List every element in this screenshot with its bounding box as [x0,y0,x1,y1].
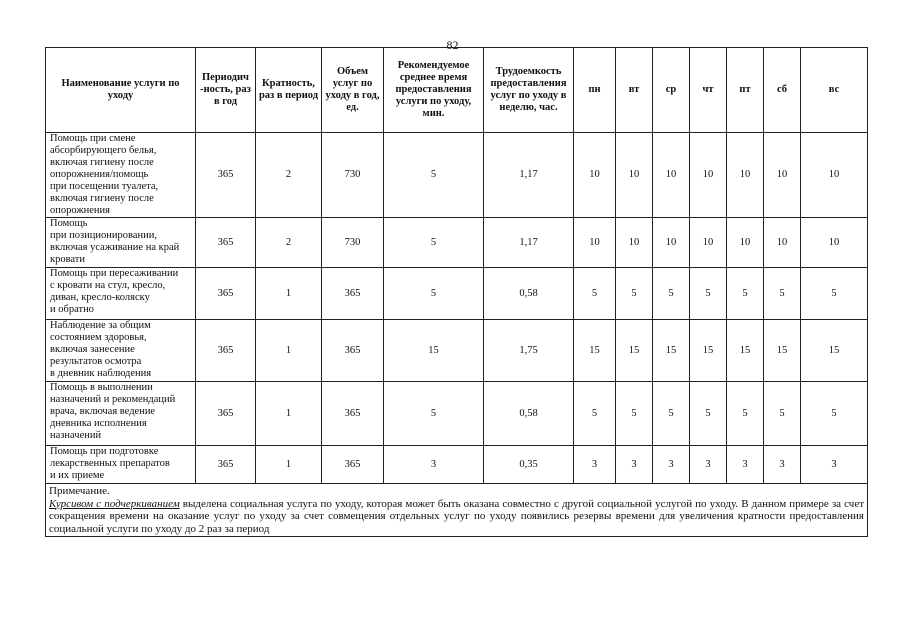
table-cell: 5 [690,268,727,320]
table-cell: 3 [384,446,484,484]
table-cell: 15 [727,320,764,382]
service-name-line: включая занесение [50,344,135,355]
table-cell: 2 [256,133,322,218]
service-name-line: в дневник наблюдения [50,368,152,379]
table-cell: 10 [690,133,727,218]
table-cell: 10 [727,218,764,268]
table-cell: 5 [574,382,616,446]
table-cell: 15 [384,320,484,382]
table-cell: 365 [196,133,256,218]
service-name-line: Помощь при пересаживании [50,268,179,279]
care-services-table [45,47,868,537]
table-cell: 15 [690,320,727,382]
service-name-line: Помощь при подготовке [50,446,159,457]
service-name-line: Помощь при смене [50,133,136,144]
table-row [46,320,868,382]
note-title: Примечание. [49,485,110,497]
table-body [46,133,868,484]
table-cell: 5 [690,382,727,446]
table-cell: 5 [616,268,653,320]
table-cell: 3 [727,446,764,484]
note-emphasis: Курсивом с подчеркиванием [49,497,180,510]
table-row [46,218,868,268]
table-cell: 5 [764,382,801,446]
column-header: пт [727,48,764,133]
table-cell: 10 [574,218,616,268]
service-name-line: и их приеме [50,470,105,481]
table-row [46,268,868,320]
table-cell: 5 [384,268,484,320]
table-cell: 10 [653,133,690,218]
column-header: Наименование услуги по уходу [46,48,196,133]
table-cell: 3 [574,446,616,484]
service-name-line: абсорбирующего белья, [50,145,157,156]
column-header: пн [574,48,616,133]
column-header: ср [653,48,690,133]
table-cell: 5 [764,268,801,320]
table-cell: 365 [322,446,384,484]
service-name-line: Помощь [50,218,88,229]
column-header: вс [801,48,868,133]
table-cell: 10 [801,133,868,218]
table-cell: 1 [256,320,322,382]
service-name-line: дневника исполнения [50,418,147,429]
table-cell: 15 [764,320,801,382]
table-cell: 365 [196,218,256,268]
table-cell: 3 [801,446,868,484]
column-header: Объем услуг по уходу в год, ед. [322,48,384,133]
table-cell: 5 [801,382,868,446]
table-cell: 365 [196,382,256,446]
service-name-line: кровати [50,254,86,265]
table-cell: 365 [196,268,256,320]
table-cell: 3 [764,446,801,484]
service-name-line: включая гигиену после [50,157,154,168]
table-cell: 10 [764,133,801,218]
table-row [46,446,868,484]
table-cell: 365 [196,320,256,382]
column-header: Периодич -ность, раз в год [196,48,256,133]
table-cell: 1 [256,268,322,320]
table-cell: 5 [574,268,616,320]
column-header: чт [690,48,727,133]
table-cell: 1,17 [484,133,574,218]
table-cell: 5 [384,218,484,268]
column-header: Кратность, раз в период [256,48,322,133]
service-name-line: результатов осмотра [50,356,142,367]
table-cell: 0,35 [484,446,574,484]
service-name-line: назначений [50,430,102,441]
table-cell: 5 [727,382,764,446]
column-header: Рекомендуемое среднее время предоставления услуги по уходу, мин. [384,48,484,133]
service-name-line: опорожнения/помощь [50,169,149,180]
table-cell: 15 [653,320,690,382]
service-name-line: назначений и рекомендаций [50,394,176,405]
table-cell: 3 [653,446,690,484]
service-name-line: при посещении туалета, [50,181,159,192]
table-cell: 10 [727,133,764,218]
table-row [46,382,868,446]
table-cell: 0,58 [484,382,574,446]
table-cell: 10 [764,218,801,268]
table-cell: 1 [256,382,322,446]
service-name-line: с кровати на стул, кресло, [50,280,166,291]
table-cell: 10 [616,218,653,268]
note-cell [46,484,868,537]
service-name-line: включая гигиену после [50,193,154,204]
table-cell: 10 [801,218,868,268]
table-cell: 15 [616,320,653,382]
table-cell: 15 [801,320,868,382]
table-cell: 365 [322,382,384,446]
table-cell: 730 [322,133,384,218]
service-name-line: Помощь в выполнении [50,382,153,393]
table-row [46,133,868,218]
table-cell: 5 [384,133,484,218]
table-cell: 2 [256,218,322,268]
service-name-line: состоянием здоровья, [50,332,147,343]
table-cell: 5 [653,382,690,446]
table-cell: 0,58 [484,268,574,320]
table-cell: 5 [653,268,690,320]
service-name-cell [46,268,196,320]
service-name-cell [46,446,196,484]
service-name-line: опорожнения [50,205,110,216]
column-header: Трудоемкость предоставления услуг по уходу в неделю, час. [484,48,574,133]
note-row [46,484,868,537]
table-cell: 1,17 [484,218,574,268]
service-name-line: включая усаживание на край [50,242,180,253]
table-cell: 5 [727,268,764,320]
table-cell: 365 [322,320,384,382]
table-cell: 3 [690,446,727,484]
table-cell: 1,75 [484,320,574,382]
column-header: сб [764,48,801,133]
table-cell: 3 [616,446,653,484]
table-cell: 1 [256,446,322,484]
table-cell: 730 [322,218,384,268]
service-name-cell [46,133,196,218]
table-cell: 365 [322,268,384,320]
service-name-cell [46,218,196,268]
note-text: выделена социальная услуга по уходу, которая может быть оказана совместно с другой социальной услугой по уходу. В данном примере за счет сокращения времени на оказание услуг по уходу за счет совмещения отдельных услуг по уходу появились резервы времени для увеличения кратности предоставления социальной услуги по уходу до 2 раз за период [49,497,865,535]
service-name-line: диван, кресло-коляску [50,292,150,303]
service-name-line: и обратно [50,304,94,315]
table-cell: 10 [653,218,690,268]
service-name-cell [46,382,196,446]
table-cell: 5 [801,268,868,320]
table-cell: 10 [690,218,727,268]
service-name-line: Наблюдение за общим [50,320,151,331]
service-name-line: лекарственных препаратов [50,458,170,469]
table-cell: 10 [616,133,653,218]
table-cell: 15 [574,320,616,382]
table-cell: 10 [574,133,616,218]
service-name-cell [46,320,196,382]
page-number: 82 [446,38,459,52]
service-name-line: врача, включая ведение [50,406,156,417]
table-cell: 5 [616,382,653,446]
service-name-line: при позиционировании, [50,230,157,241]
table-cell: 5 [384,382,484,446]
column-header: вт [616,48,653,133]
table-header-row [46,48,868,133]
table-cell: 365 [196,446,256,484]
